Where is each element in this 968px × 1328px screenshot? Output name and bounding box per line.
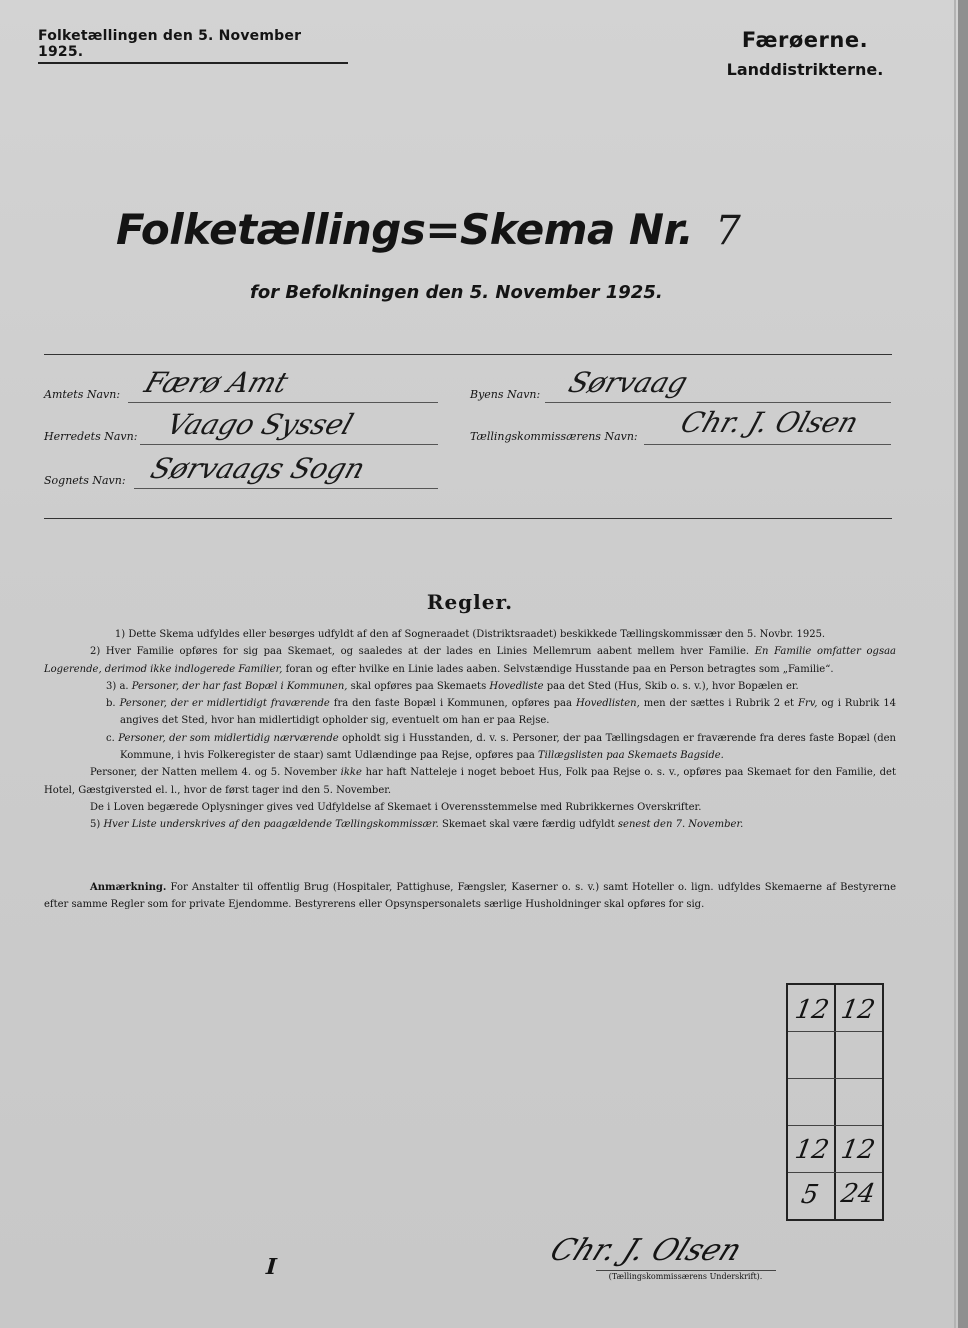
tally-row3-right: 12	[838, 1135, 878, 1165]
by-line	[545, 402, 891, 403]
rule-5: De i Loven begærede Oplysninger gives ved Udfyldelse af Skemaet i Overensstemmelse med Rubrikkernes Overskrifter.	[90, 801, 702, 813]
amt-line	[128, 402, 438, 403]
rules-heading: Regler.	[426, 590, 514, 614]
form-subtitle: for Befolkningen den 5. November 1925.	[250, 282, 663, 303]
commissioner-signature: Chr. J. Olsen	[544, 1233, 747, 1268]
tally-row3-left: 12	[792, 1135, 832, 1165]
by-value: Sørvaag	[564, 366, 692, 399]
sogn-label: Sognets Navn:	[44, 474, 126, 487]
region-header: Færøerne.	[741, 28, 869, 52]
tally-row1-left: 12	[792, 995, 832, 1025]
rule-6: 5) Hver Liste underskrives af den paagældende Tællingskommissær. Skemaet skal være færdig udfyldt senest den 7. November.	[90, 819, 744, 831]
herred-label: Herredets Navn:	[44, 430, 138, 443]
tally-row1-right: 12	[838, 995, 878, 1025]
census-date-header: Folketællingen den 5. November 1925.	[38, 28, 348, 64]
page-edge-line	[954, 0, 956, 1328]
herred-line	[140, 444, 438, 445]
tally-row-divider	[788, 1125, 882, 1126]
amt-value: Færø Amt	[140, 366, 293, 399]
rule-1: 1) Dette Skema udfyldes eller besørges udfyldt af den af Sogneraadet (Distriktsraadet) beskikkede Tællingskommissær den 5. Novbr. 1925.	[114, 629, 826, 640]
tally-outside-left: 5	[799, 1180, 821, 1210]
by-label: Byens Navn:	[470, 388, 541, 401]
rule-4: Personer, der Natten mellem 4. og 5. November ikke har haft Natteleje i noget beboet Hus, Folk paa Rejse o. s. v., opføres paa Skemaet for den Familie, det Hotel, Gæstgiversted el. l., hvor de først tager ind den 5. November.	[44, 767, 896, 796]
rule-2: 2) Hver Familie opføres for sig paa Skemaet, og saaledes at der lades en Linies Mellemrum aabent mellem hver Familie. En Familie omfatter ogsaa Logerende, derimod ikke indlogerede Familier, foran og efter hvilke en Linie lades aaben. Selvstændige Husstande paa en Person betragtes som „Familie“.	[44, 646, 897, 675]
tally-row4-right: 24	[838, 1179, 878, 1209]
tally-row-divider	[788, 1172, 882, 1173]
district-header: Landdistrikterne.	[726, 60, 884, 79]
sogn-value: Sørvaags Sogn	[146, 452, 370, 485]
bottom-divider	[44, 518, 892, 519]
tally-row-divider	[788, 1078, 882, 1079]
rule-3a: 3) a. Personer, der har fast Bopæl i Kommunen, skal opføres paa Skemaets Hovedliste paa det Sted (Hus, Skib o. s. v.), hvor Bopælen er.	[106, 680, 799, 692]
sogn-line	[134, 488, 438, 489]
herred-value: Vaago Syssel	[162, 408, 358, 441]
annotation-label: Anmærkning.	[90, 882, 167, 893]
form-number: 7	[715, 208, 741, 254]
page-mark: I	[262, 1254, 280, 1280]
tally-row-divider	[788, 1031, 882, 1032]
signature-line	[596, 1270, 776, 1271]
signature-caption: (Tællingskommissærens Underskrift).	[608, 1272, 763, 1281]
annotation-text: For Anstalter til offentlig Brug (Hospitaler, Pattighuse, Fængsler, Kaserner o. s. v.) samt Hoteller o. lign. udfyldes Skemaerne af Bestyrerne efter samme Regler som for private Ejendomme. Bestyrerens eller Opsynspersonalets særlige Husholdninger skal opføres for sig.	[44, 882, 896, 911]
kommissaer-label: Tællingskommissærens Navn:	[470, 430, 638, 443]
rule-3b: b. Personer, der er midlertidigt fraværende fra den faste Bopæl i Kommunen, opføres paa Hovedlisten, men der sættes i Rubrik 2 et Frv, og i Rubrik 14 angives det Sted, hvor han midlertidigt opholder sig, eventuelt om han er paa Rejse.	[106, 698, 897, 727]
rule-3c: c. Personer, der som midlertidig nærværende opholdt sig i Husstanden, d. v. s. Personer, der paa Tællingsdagen er fraværende fra deres faste Bopæl (den Kommune, i hvis Folkeregister de staar) samt Udlændinge paa Rejse, opføres paa Tillægslisten paa Skemaets Bagside.	[106, 732, 897, 762]
page-edge	[958, 0, 968, 1328]
amt-label: Amtets Navn:	[44, 388, 121, 401]
kommissaer-line	[644, 444, 891, 445]
top-divider	[44, 354, 892, 355]
form-title-text: Folketællings=Skema Nr.	[116, 205, 694, 254]
rules-list	[44, 626, 896, 834]
annotation-note	[44, 879, 896, 914]
kommissaer-value: Chr. J. Olsen	[676, 406, 863, 439]
form-title	[116, 205, 741, 254]
